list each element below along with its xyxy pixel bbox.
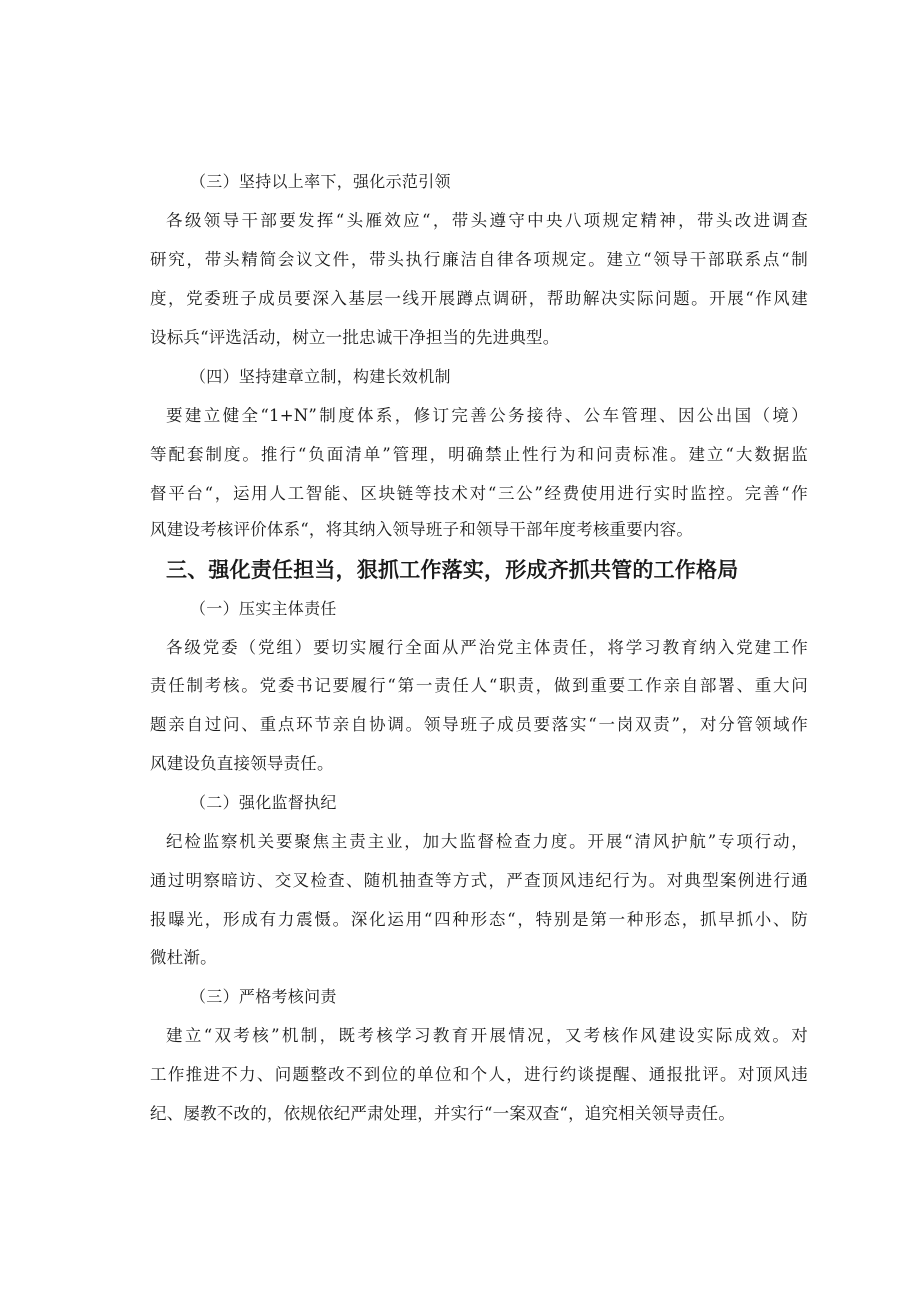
paragraph-line: 风建设考核评价体系“，将其纳入领导班子和领导干部年度考核重要内容。 [150, 520, 694, 539]
paragraph-line: 工作推进不力、问题整改不到位的单位和个人，进行约谈提醒、通报批评。对顶风违 [150, 1065, 808, 1084]
paragraph-line: 各级领导干部要发挥“头雁效应“，带头遵守中央八项规定精神，带头改进调查 [166, 211, 808, 230]
paragraph-line: 各级党委（党组）要切实履行全面从严治党主体责任，将学习教育纳入党建工作 [166, 638, 808, 657]
section-title: 三、强化责任担当，狠抓工作落实，形成齐抓共管的工作格局 [166, 558, 739, 582]
paragraph-line: 报曝光，形成有力震慑。深化运用“四种形态“，特别是第一种形态，抓早抓小、防 [150, 910, 808, 929]
subsection-heading: （四）坚持建章立制，构建长效机制 [190, 367, 451, 386]
subsection-heading: （三）严格考核问责 [190, 987, 337, 1006]
paragraph-line: 要建立健全“1+N”制度体系，修订完善公务接待、公车管理、因公出国（境） [166, 406, 808, 425]
paragraph-line: 督平台“，运用人工智能、区块链等技术对“三公”经费使用进行实时监控。完善“作 [150, 484, 808, 503]
subsection-heading: （一）压实主体责任 [190, 599, 337, 618]
paragraph-line: 等配套制度。推行“负面清单”管理，明确禁止性行为和问责标准。建立“大数据监 [150, 445, 808, 464]
paragraph-line: 微杜渐。 [150, 948, 217, 967]
paragraph-line: 设标兵“评选活动，树立一批忠诚干净担当的先进典型。 [150, 328, 560, 347]
paragraph-line: 度，党委班子成员要深入基层一线开展蹲点调研，帮助解决实际问题。开展“作风建 [150, 289, 808, 308]
paragraph-line: 纪检监察机关要聚焦主责主业，加大监督检查力度。开展“清风护航”专项行动， [166, 832, 808, 851]
subsection-heading: （三）坚持以上率下，强化示范引领 [190, 172, 451, 191]
paragraph-line: 责任制考核。党委书记要履行“第一责任人“职责，做到重要工作亲自部署、重大问 [150, 676, 808, 695]
paragraph-line: 通过明察暗访、交叉检查、随机抽查等方式，严查顶风违纪行为。对典型案例进行通 [150, 871, 808, 890]
subsection-heading: （二）强化监督执纪 [190, 793, 337, 812]
paragraph-line: 纪、屡教不改的，依规依纪严肃处理，并实行“一案双查“，追究相关领导责任。 [150, 1104, 736, 1123]
paragraph-line: 研究，带头精简会议文件，带头执行廉洁自律各项规定。建立“领导干部联系点“制 [150, 250, 808, 269]
paragraph-line: 建立“双考核”机制，既考核学习教育开展情况，又考核作风建设实际成效。对 [166, 1026, 808, 1045]
paragraph-line: 风建设负直接领导责任。 [150, 754, 334, 773]
paragraph-line: 题亲自过问、重点环节亲自协调。领导班子成员要落实“一岗双责”，对分管领域作 [150, 715, 808, 734]
